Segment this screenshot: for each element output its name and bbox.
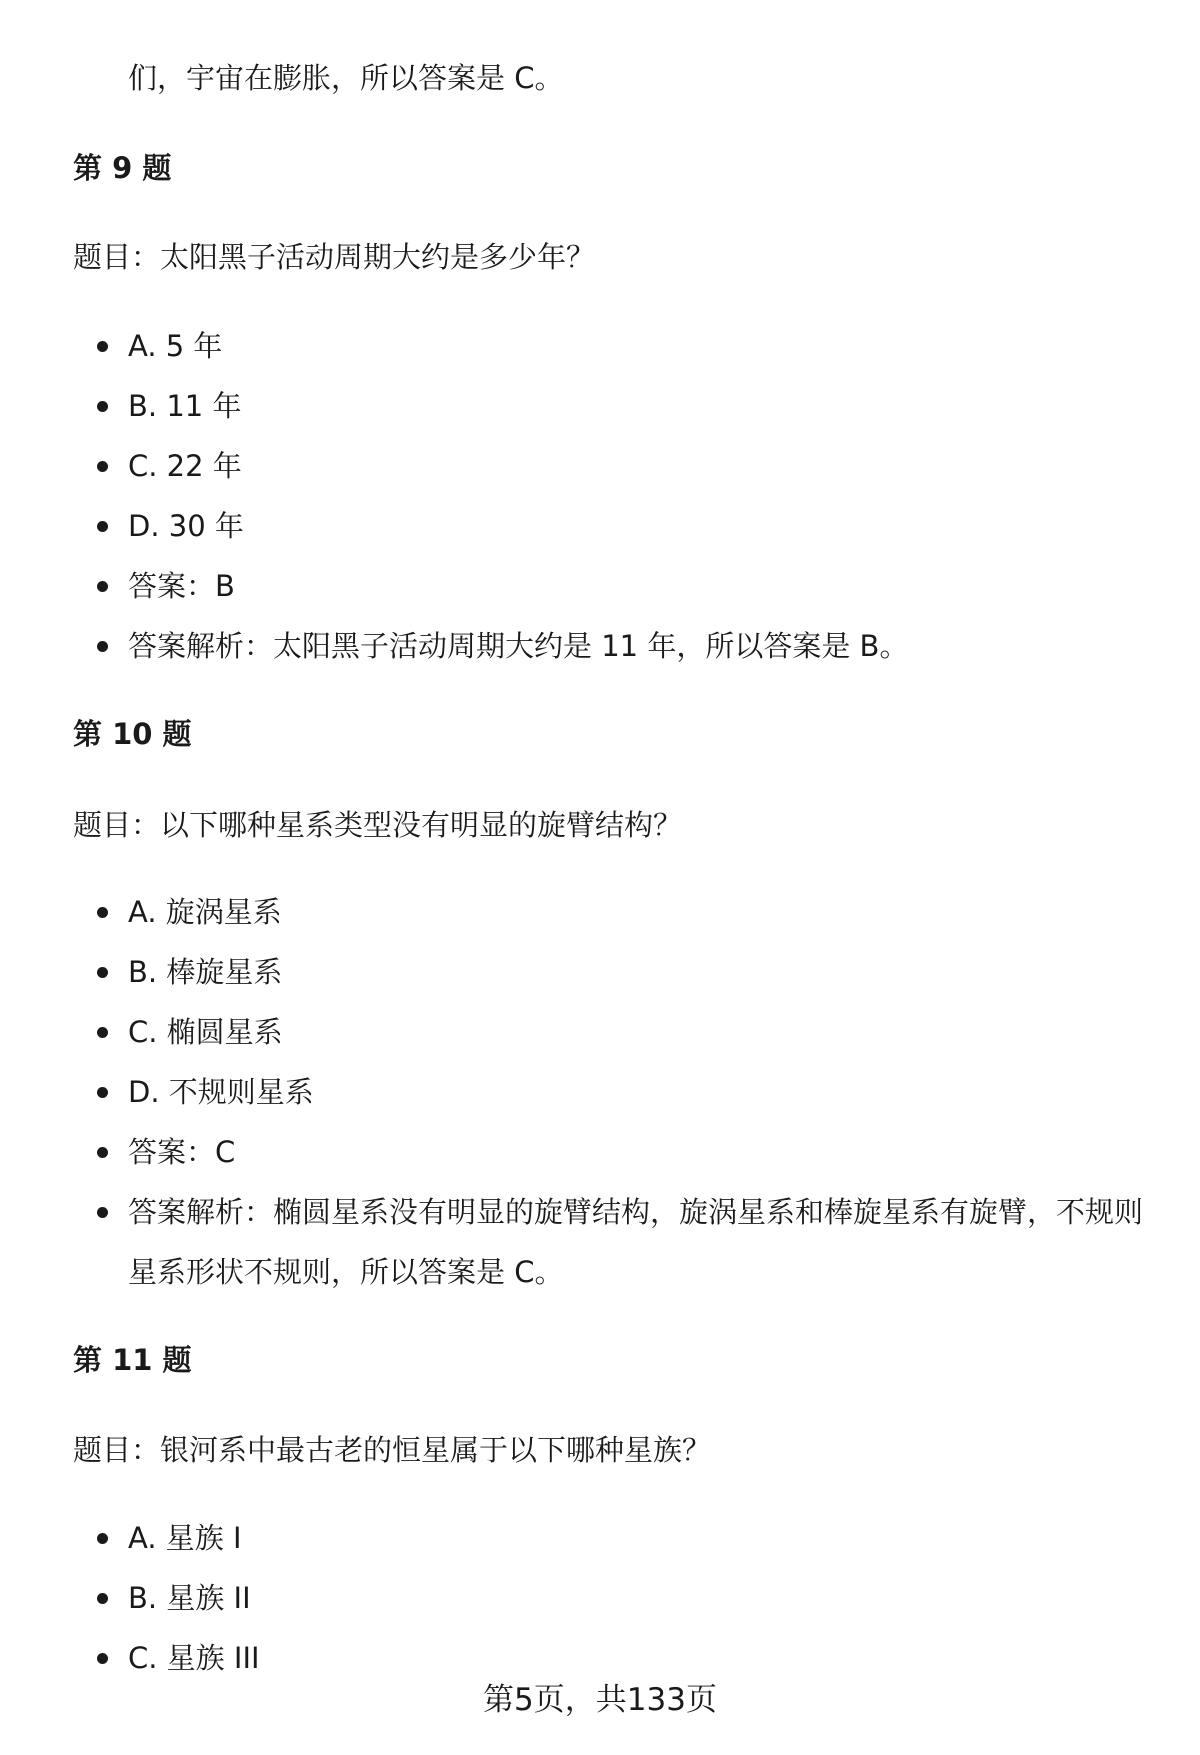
answer-item: 答案：C (0, 1122, 1200, 1182)
question-heading: 第 9 题 (73, 151, 172, 185)
analysis-item: 答案解析：椭圆星系没有明显的旋臂结构，旋涡星系和棒旋星系有旋臂，不规则星系形状不规则，所以答案是 C。 (0, 1182, 1148, 1302)
option-item: C. 椭圆星系 (0, 1002, 1200, 1062)
option-item: B. 星族 II (0, 1568, 1200, 1628)
bullet-icon (97, 907, 108, 918)
continuation-text: 们，宇宙在膨胀，所以答案是 C。 (128, 61, 564, 95)
question-heading: 第 10 题 (73, 717, 192, 751)
question-text: 题目：太阳黑子活动周期大约是多少年？ (73, 240, 596, 274)
option-item: A. 5 年 (0, 316, 1200, 376)
bullet-icon (97, 1147, 108, 1158)
option-item: C. 星族 III (0, 1628, 1200, 1688)
bullet-icon (97, 641, 108, 652)
options-list (0, 316, 1200, 676)
question-heading: 第 11 题 (73, 1343, 192, 1377)
bullet-icon (97, 1087, 108, 1098)
option-item: A. 星族 I (0, 1508, 1200, 1568)
bullet-icon (97, 461, 108, 472)
answer-item: 答案：B (0, 556, 1200, 616)
analysis-item: 答案解析：太阳黑子活动周期大约是 11 年，所以答案是 B。 (0, 616, 1200, 676)
bullet-icon (97, 401, 108, 412)
option-item: C. 22 年 (0, 436, 1200, 496)
bullet-icon (97, 1207, 108, 1218)
option-item: A. 旋涡星系 (0, 882, 1200, 942)
bullet-icon (97, 1533, 108, 1544)
bullet-icon (97, 581, 108, 592)
bullet-icon (97, 521, 108, 532)
options-list (0, 1508, 1200, 1688)
bullet-icon (97, 1653, 108, 1664)
option-item: B. 11 年 (0, 376, 1200, 436)
bullet-icon (97, 1593, 108, 1604)
bullet-icon (97, 1027, 108, 1038)
question-text: 题目：银河系中最古老的恒星属于以下哪种星族？ (73, 1433, 712, 1467)
page-number-footer: 第5页，共133页 (483, 1682, 717, 1718)
options-list (0, 882, 1200, 1302)
question-text: 题目：以下哪种星系类型没有明显的旋臂结构？ (73, 808, 683, 842)
option-item: D. 30 年 (0, 496, 1200, 556)
bullet-icon (97, 967, 108, 978)
option-item: D. 不规则星系 (0, 1062, 1200, 1122)
option-item: B. 棒旋星系 (0, 942, 1200, 1002)
bullet-icon (97, 341, 108, 352)
